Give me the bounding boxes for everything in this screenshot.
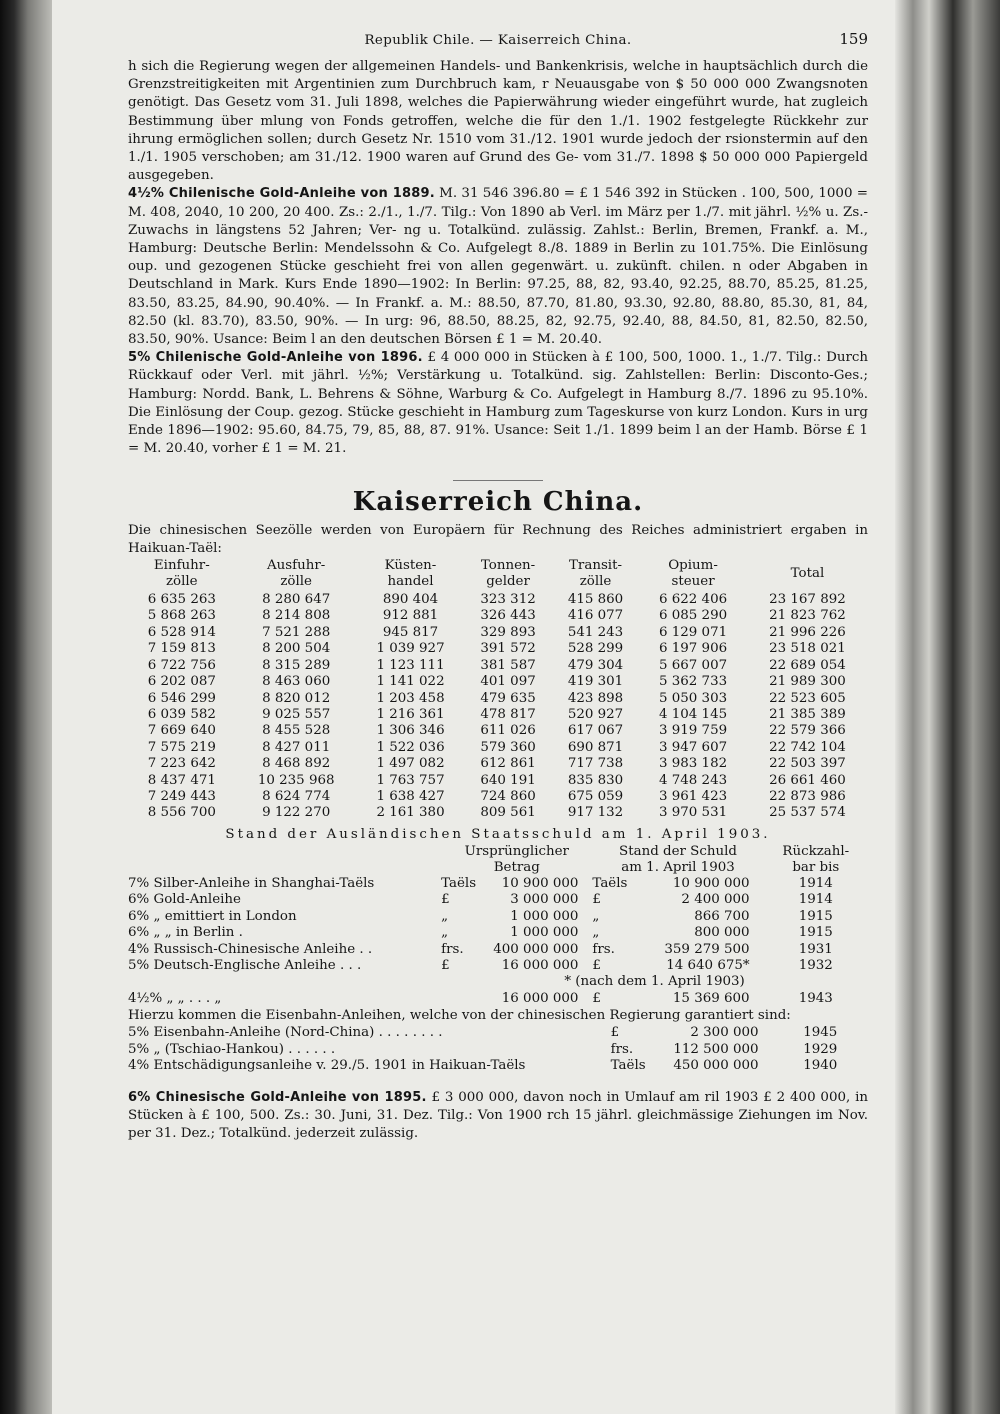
railway-loan-table	[128, 1025, 868, 1074]
revenue-cell-opiumsteuer: 4 104 145	[658, 706, 728, 722]
debt-currency-stand: £	[592, 892, 601, 908]
debt-currency-original: frs.	[441, 941, 464, 957]
debt-name: 6% „ „ in Berlin .	[128, 925, 243, 941]
chile-bond-1896-heading: 5% Chilenische Gold-Anleihe von 1896.	[128, 350, 423, 366]
debt-currency-original: £	[441, 892, 450, 908]
china-bond-1895-heading: 6% Chinesische Gold-Anleihe von 1895.	[128, 1089, 427, 1105]
running-header	[128, 30, 868, 58]
chile-intro-paragraph: h sich die Regierung wegen der allgemeinen Handels- und Bankenkrisis, welche in hauptsächlich durch die Grenzstreitigkeiten mit Argentinien zum Durchbruch kam, r Neuausgabe von $ 50 000 000 Zwangsnoten genötigt. Das Gesetz vom 31. Juli 1898, welches die Papierwährung wieder eingeführt wurde, hat zugleich Bestimmung über mlung von Fonds getroffen, welche die für den 1./1. 1902 festgelegte Rückkehr zur ihrung ermöglichen sollen; durch Gesetz Nr. 1510 vom 31./12. 1901 wurde jedoch der rsionstermin auf den 1./1. 1905 verschoben; am 31./12. 1900 waren auf Grund des Ge- vom 31./7. 1898 $ 50 000 000 Papiergeld ausgegeben.	[128, 59, 868, 184]
revenue-cell-tonnengelder: 391 572	[480, 641, 536, 657]
revenue-row	[128, 691, 868, 707]
revenue-cell-ausfuhr: 10 235 968	[257, 772, 335, 788]
debt-name: 5% Deutsch-Englische Anleihe . . .	[128, 958, 362, 973]
revenue-row	[128, 625, 868, 641]
chile-bond-1889-text: M. 31 546 396.80 = £ 1 546 392 in Stücken . 100, 500, 1000 = M. 408, 2040, 10 200, 20 400. Zs.: 2./1., 1./7. Tilg.: Von 1890 ab Verl. im März per 1./7. mit jährl. ½% u. Zs.-Zuwachs in längstens 52 Jahren; Ver- ng u. Totalkünd. zulässig. Zahlst.: Berlin, Bremen, Frankf. a. M., Hamburg: Deutsche Berlin: Mendelssohn & Co. Aufgelegt 8./8. 1889 in Berlin zu 101.75%. Die Einlösung oup. und gezogenen Stücke geschieht frei von allen gegenwärt. u. zukünft. chilen. n oder Abgaben in Deutschland in Mark. Kurs Ende 1890—1902: In Berlin: 97.25, 88, 82, 93.40, 92.25, 88.70, 85.25, 81.25, 83.50, 83.25, 84.90, 90.40%. — In Frankf. a. M.: 88.50, 87.70, 81.80, 93.30, 92.80, 88.80, 85.30, 81, 84, 82.50 (kl. 83.70), 83.50, 90%. — In urg: 96, 88.50, 88.25, 82, 92.75, 92.40, 88, 84.50, 81, 82.50, 82.50, 83.50, 90%. Usance: Beim l an den deutschen Börsen £ 1 = M. 20.40.	[128, 186, 868, 348]
revenue-cell-einfuhr: 7 669 640	[147, 723, 216, 739]
debt-col-header-stand: Stand der Schuld am 1. April 1903	[619, 843, 737, 875]
debt-currency-stand: £	[592, 990, 601, 1006]
revenue-cell-transitzoelle: 419 301	[567, 674, 624, 690]
revenue-cell-tonnengelder: 479 635	[480, 690, 536, 706]
running-title: Republik Chile. — Kaiserreich China.	[364, 33, 632, 48]
customs-revenue-body	[128, 592, 868, 822]
debt-col-header-original: Ursprünglicher Betrag	[464, 843, 569, 875]
revenue-cell-kuestenhandel: 912 881	[382, 608, 439, 624]
revenue-cell-einfuhr: 5 868 263	[147, 608, 216, 624]
railway-currency: £	[610, 1025, 620, 1041]
revenue-row	[128, 592, 868, 608]
debt-name: 6% „ emittiert in London	[128, 908, 297, 924]
debt-repayable-year: 1914	[798, 892, 833, 908]
revenue-cell-transitzoelle: 423 898	[567, 690, 624, 706]
revenue-cell-total: 22 742 104	[769, 739, 846, 755]
revenue-cell-kuestenhandel: 1 123 111	[376, 657, 445, 673]
revenue-cell-tonnengelder: 401 097	[480, 674, 536, 690]
revenue-row	[128, 789, 868, 805]
revenue-cell-opiumsteuer: 6 085 290	[658, 608, 728, 624]
debt-repayable-year: 1932	[798, 958, 833, 973]
revenue-cell-transitzoelle: 528 299	[567, 641, 624, 657]
revenue-row	[128, 740, 868, 756]
revenue-cell-total: 21 989 300	[769, 674, 846, 690]
revenue-row	[128, 641, 868, 657]
debt-row	[128, 876, 868, 892]
revenue-cell-transitzoelle: 835 830	[567, 772, 624, 788]
revenue-cell-transitzoelle: 541 243	[567, 624, 624, 640]
railway-row	[128, 1042, 868, 1058]
revenue-cell-kuestenhandel: 1 522 036	[376, 739, 445, 755]
debt-stand-amount: 14 640 675*	[666, 958, 750, 973]
debt-stand-amount: 359 279 500	[664, 941, 750, 957]
revenue-cell-transitzoelle: 479 304	[567, 657, 624, 673]
railway-amount: 2 300 000	[690, 1025, 759, 1041]
revenue-cell-kuestenhandel: 1 306 346	[376, 723, 445, 739]
section-title-china: Kaiserreich China.	[352, 487, 644, 518]
debt-stand-amount: 800 000	[694, 925, 750, 941]
debt-currency-original: „	[441, 908, 449, 924]
col-header-ausfuhr: Ausfuhr- zölle	[267, 558, 326, 590]
railway-name: 5% Eisenbahn-Anleihe (Nord-China) . . . . . . . .	[128, 1025, 443, 1041]
revenue-cell-opiumsteuer: 4 748 243	[658, 772, 728, 788]
revenue-row	[128, 756, 868, 772]
debt-header-row	[128, 844, 868, 876]
revenue-cell-opiumsteuer: 3 970 531	[658, 805, 728, 821]
revenue-cell-ausfuhr: 8 455 528	[262, 723, 331, 739]
col-header-opiumsteuer: Opium- steuer	[668, 558, 718, 590]
revenue-cell-total: 22 873 986	[769, 788, 846, 804]
revenue-cell-transitzoelle: 617 067	[567, 723, 624, 739]
revenue-cell-total: 23 167 892	[769, 592, 846, 608]
revenue-cell-transitzoelle: 520 927	[567, 706, 624, 722]
railway-year: 1940	[803, 1058, 838, 1074]
page-content	[128, 30, 868, 1143]
debt-currency-stand: £	[592, 958, 601, 973]
revenue-cell-opiumsteuer: 3 919 759	[658, 723, 728, 739]
revenue-cell-ausfuhr: 8 820 012	[262, 690, 331, 706]
revenue-cell-tonnengelder: 640 191	[480, 772, 536, 788]
china-bond-1895-text: £ 3 000 000, davon noch in Umlauf am ril 1903 £ 2 400 000, in Stücken à £ 100, 500. Zs.: 30. Juni, 31. Dez. Tilg.: Von 1900 rch 15 jährl. gleichmässige Ziehungen im Nov. per 31. Dez.; Totalkünd. jederzeit zulässig.	[128, 1089, 869, 1142]
debt-currency-stand: Taëls	[592, 875, 628, 891]
debt-repayable-year: 1943	[798, 990, 833, 1006]
revenue-row	[128, 608, 868, 624]
revenue-cell-einfuhr: 6 202 087	[147, 674, 216, 690]
debt-name: 4½% „ „ . . . „	[128, 990, 222, 1006]
revenue-cell-ausfuhr: 9 122 270	[262, 805, 331, 821]
revenue-cell-ausfuhr: 8 214 808	[262, 608, 331, 624]
debt-table-title: Stand der Ausländischen Staatsschuld am 1. April 1903.	[225, 826, 771, 842]
page-number: 159	[839, 30, 868, 48]
revenue-cell-kuestenhandel: 1 763 757	[376, 772, 445, 788]
revenue-cell-tonnengelder: 611 026	[480, 723, 536, 739]
col-header-total: Total	[790, 566, 825, 582]
col-header-kuestenhandel: Küsten- handel	[384, 558, 437, 590]
revenue-cell-tonnengelder: 323 312	[480, 592, 536, 608]
revenue-cell-kuestenhandel: 2 161 380	[376, 805, 445, 821]
revenue-cell-einfuhr: 8 556 700	[147, 805, 216, 821]
revenue-cell-total: 23 518 021	[769, 641, 846, 657]
debt-repayable-year: 1915	[798, 908, 833, 924]
debt-stand-amount: 15 369 600	[672, 990, 750, 1006]
railway-amount: 112 500 000	[673, 1041, 759, 1057]
foreign-debt-table	[128, 844, 868, 1007]
revenue-cell-tonnengelder: 579 360	[480, 739, 536, 755]
revenue-cell-transitzoelle: 917 132	[567, 805, 624, 821]
debt-stand-amount: 866 700	[694, 908, 750, 924]
railway-currency: Taëls	[610, 1058, 646, 1074]
col-header-tonnengelder: Tonnen- gelder	[480, 558, 536, 590]
revenue-row	[128, 723, 868, 739]
revenue-row	[128, 658, 868, 674]
revenue-row	[128, 805, 868, 821]
revenue-cell-opiumsteuer: 3 961 423	[658, 788, 728, 804]
revenue-cell-einfuhr: 7 223 642	[147, 756, 216, 772]
debt-currency-original: „	[441, 925, 449, 941]
railway-amount: 450 000 000	[673, 1058, 759, 1074]
revenue-row	[128, 773, 868, 789]
debt-currency-stand: frs.	[592, 941, 615, 957]
railway-year: 1929	[803, 1041, 838, 1057]
revenue-cell-ausfuhr: 8 315 289	[262, 657, 331, 673]
chile-bond-1889-heading: 4½% Chilenische Gold-Anleihe von 1889.	[128, 186, 435, 202]
revenue-cell-opiumsteuer: 6 197 906	[658, 641, 728, 657]
railway-loan-body	[128, 1025, 868, 1074]
revenue-cell-transitzoelle: 690 871	[567, 739, 624, 755]
debt-stand-amount: 10 900 000	[672, 875, 750, 891]
revenue-cell-einfuhr: 7 249 443	[147, 788, 216, 804]
chile-bond-1889-paragraph	[128, 185, 868, 349]
revenue-cell-transitzoelle: 415 860	[567, 592, 624, 608]
revenue-cell-transitzoelle: 717 738	[567, 756, 624, 772]
revenue-cell-transitzoelle: 675 059	[567, 788, 624, 804]
revenue-cell-einfuhr: 7 159 813	[147, 641, 216, 657]
revenue-cell-tonnengelder: 724 860	[480, 788, 536, 804]
debt-footnote: * (nach dem 1. April 1903)	[564, 974, 745, 990]
china-bond-1895-paragraph	[128, 1089, 868, 1144]
book-binding-left	[0, 0, 52, 1414]
railway-row	[128, 1025, 868, 1041]
revenue-cell-total: 22 503 397	[769, 756, 846, 772]
debt-row	[128, 892, 868, 908]
debt-original-amount: 16 000 000	[501, 990, 579, 1006]
revenue-cell-ausfuhr: 8 624 774	[262, 788, 331, 804]
customs-revenue-table	[128, 558, 868, 822]
revenue-cell-ausfuhr: 9 025 557	[262, 706, 331, 722]
col-header-transitzoelle: Transit- zölle	[569, 558, 623, 590]
revenue-row	[128, 707, 868, 723]
debt-currency-original	[441, 991, 483, 1007]
debt-name: 7% Silber-Anleihe in Shanghai-Taëls	[128, 875, 375, 891]
revenue-cell-opiumsteuer: 3 947 607	[658, 739, 728, 755]
foreign-debt-body	[128, 876, 868, 974]
revenue-cell-ausfuhr: 8 468 892	[262, 756, 331, 772]
debt-row	[128, 991, 868, 1007]
china-intro-paragraph: Die chinesischen Seezölle werden von Europäern für Rechnung des Reiches administriert ergaben in Haikuan-Taël:	[128, 522, 868, 556]
railway-year: 1945	[803, 1025, 838, 1041]
revenue-cell-tonnengelder: 478 817	[480, 706, 536, 722]
railway-name: 5% „ (Tschiao-Hankou) . . . . . .	[128, 1041, 336, 1057]
revenue-cell-ausfuhr: 8 463 060	[262, 674, 331, 690]
revenue-cell-total: 21 996 226	[769, 624, 846, 640]
book-binding-right	[895, 0, 1000, 1414]
debt-original-amount: 3 000 000	[510, 892, 579, 908]
revenue-cell-total: 21 385 389	[769, 706, 846, 722]
debt-name: 6% Gold-Anleihe	[128, 892, 241, 908]
revenue-cell-tonnengelder: 326 443	[480, 608, 536, 624]
revenue-cell-ausfuhr: 8 200 504	[262, 641, 331, 657]
debt-row	[128, 909, 868, 925]
railway-currency: frs.	[610, 1041, 634, 1057]
railway-name: 4% Entschädigungsanleihe v. 29./5. 1901 in Haikuan-Taëls	[128, 1058, 526, 1074]
chile-bond-1896-text: £ 4 000 000 in Stücken à £ 100, 500, 1000. 1., 1./7. Tilg.: Durch Rückkauf oder Verl. mit jährl. ½%; Verstärkung u. Totalkünd. sig. Zahlstellen: Berlin: Disconto-Ges.; Hamburg: Nordd. Bank, L. Behrens & Söhne, Warburg & Co. Aufgelegt in Hamburg 8./7. 1896 zu 95.10%. Die Einlösung der Coup. gezog. Stücke geschieht in Hamburg zum Tageskurse von kurz London. Kurs in urg Ende 1896—1902: 95.60, 84.75, 79, 85, 88, 87. 91%. Usance: Seit 1./1. 1899 beim l an der Hamb. Börse £ 1 = M. 20.40, vorher £ 1 = M. 21.	[128, 350, 868, 457]
revenue-cell-einfuhr: 6 722 756	[147, 657, 216, 673]
revenue-cell-kuestenhandel: 945 817	[382, 624, 439, 640]
debt-row	[128, 925, 868, 941]
debt-currency-original: £	[441, 958, 450, 973]
debt-stand-amount: 2 400 000	[681, 892, 750, 908]
debt-original-amount: 400 000 000	[493, 941, 579, 957]
debt-row	[128, 958, 868, 974]
revenue-cell-opiumsteuer: 5 050 303	[658, 690, 728, 706]
revenue-cell-tonnengelder: 381 587	[480, 657, 536, 673]
debt-repayable-year: 1931	[798, 941, 833, 957]
debt-name: 4% Russisch-Chinesische Anleihe . .	[128, 941, 373, 957]
debt-currency-stand: „	[592, 908, 600, 924]
revenue-cell-einfuhr: 6 546 299	[147, 690, 216, 706]
revenue-cell-einfuhr: 6 528 914	[147, 624, 216, 640]
debt-currency-stand: „	[592, 925, 600, 941]
revenue-cell-total: 22 689 054	[769, 657, 846, 673]
debt-original-amount: 16 000 000	[501, 958, 579, 973]
revenue-cell-kuestenhandel: 1 141 022	[376, 674, 445, 690]
debt-footnote-row	[128, 974, 868, 990]
revenue-cell-ausfuhr: 8 280 647	[262, 592, 331, 608]
revenue-cell-kuestenhandel: 1 203 458	[376, 690, 445, 706]
revenue-cell-opiumsteuer: 5 362 733	[658, 674, 728, 690]
revenue-cell-kuestenhandel: 1 638 427	[376, 788, 445, 804]
col-header-einfuhr: Einfuhr- zölle	[153, 558, 210, 590]
revenue-cell-einfuhr: 6 039 582	[147, 706, 216, 722]
revenue-cell-kuestenhandel: 1 216 361	[376, 706, 445, 722]
revenue-cell-einfuhr: 8 437 471	[147, 772, 216, 788]
debt-col-header-name	[128, 844, 441, 876]
debt-currency-original: Taëls	[441, 875, 477, 891]
revenue-row	[128, 674, 868, 690]
debt-original-amount: 1 000 000	[510, 908, 579, 924]
railway-intro-paragraph: Hierzu kommen die Eisenbahn-Anleihen, welche von der chinesischen Regierung garantiert sind:	[128, 1008, 791, 1024]
revenue-cell-total: 25 537 574	[769, 805, 846, 821]
debt-col-header-repayable: Rückzahl- bar bis	[782, 843, 850, 875]
revenue-cell-opiumsteuer: 6 129 071	[658, 624, 728, 640]
section-divider	[453, 480, 543, 481]
debt-row	[128, 942, 868, 958]
revenue-cell-ausfuhr: 7 521 288	[262, 624, 331, 640]
revenue-cell-kuestenhandel: 1 497 082	[376, 756, 445, 772]
debt-repayable-year: 1914	[798, 875, 833, 891]
revenue-cell-kuestenhandel: 890 404	[382, 592, 439, 608]
revenue-cell-tonnengelder: 329 893	[480, 624, 536, 640]
revenue-cell-total: 22 523 605	[769, 690, 846, 706]
document-page	[52, 0, 895, 1414]
revenue-cell-tonnengelder: 809 561	[480, 805, 536, 821]
revenue-cell-total: 22 579 366	[769, 723, 846, 739]
revenue-cell-tonnengelder: 612 861	[480, 756, 536, 772]
revenue-cell-ausfuhr: 8 427 011	[262, 739, 331, 755]
revenue-cell-einfuhr: 7 575 219	[147, 739, 216, 755]
revenue-cell-total: 21 823 762	[769, 608, 846, 624]
debt-original-amount: 1 000 000	[510, 925, 579, 941]
customs-revenue-header-row	[128, 558, 868, 592]
debt-repayable-year: 1915	[798, 925, 833, 941]
revenue-cell-total: 26 661 460	[769, 772, 846, 788]
revenue-cell-opiumsteuer: 5 667 007	[658, 657, 728, 673]
revenue-cell-opiumsteuer: 3 983 182	[658, 756, 728, 772]
revenue-cell-opiumsteuer: 6 622 406	[658, 592, 728, 608]
revenue-cell-einfuhr: 6 635 263	[147, 592, 216, 608]
revenue-cell-kuestenhandel: 1 039 927	[376, 641, 445, 657]
chile-bond-1896-paragraph	[128, 349, 868, 458]
railway-row	[128, 1058, 868, 1074]
debt-original-amount: 10 900 000	[501, 875, 579, 891]
revenue-cell-transitzoelle: 416 077	[567, 608, 624, 624]
